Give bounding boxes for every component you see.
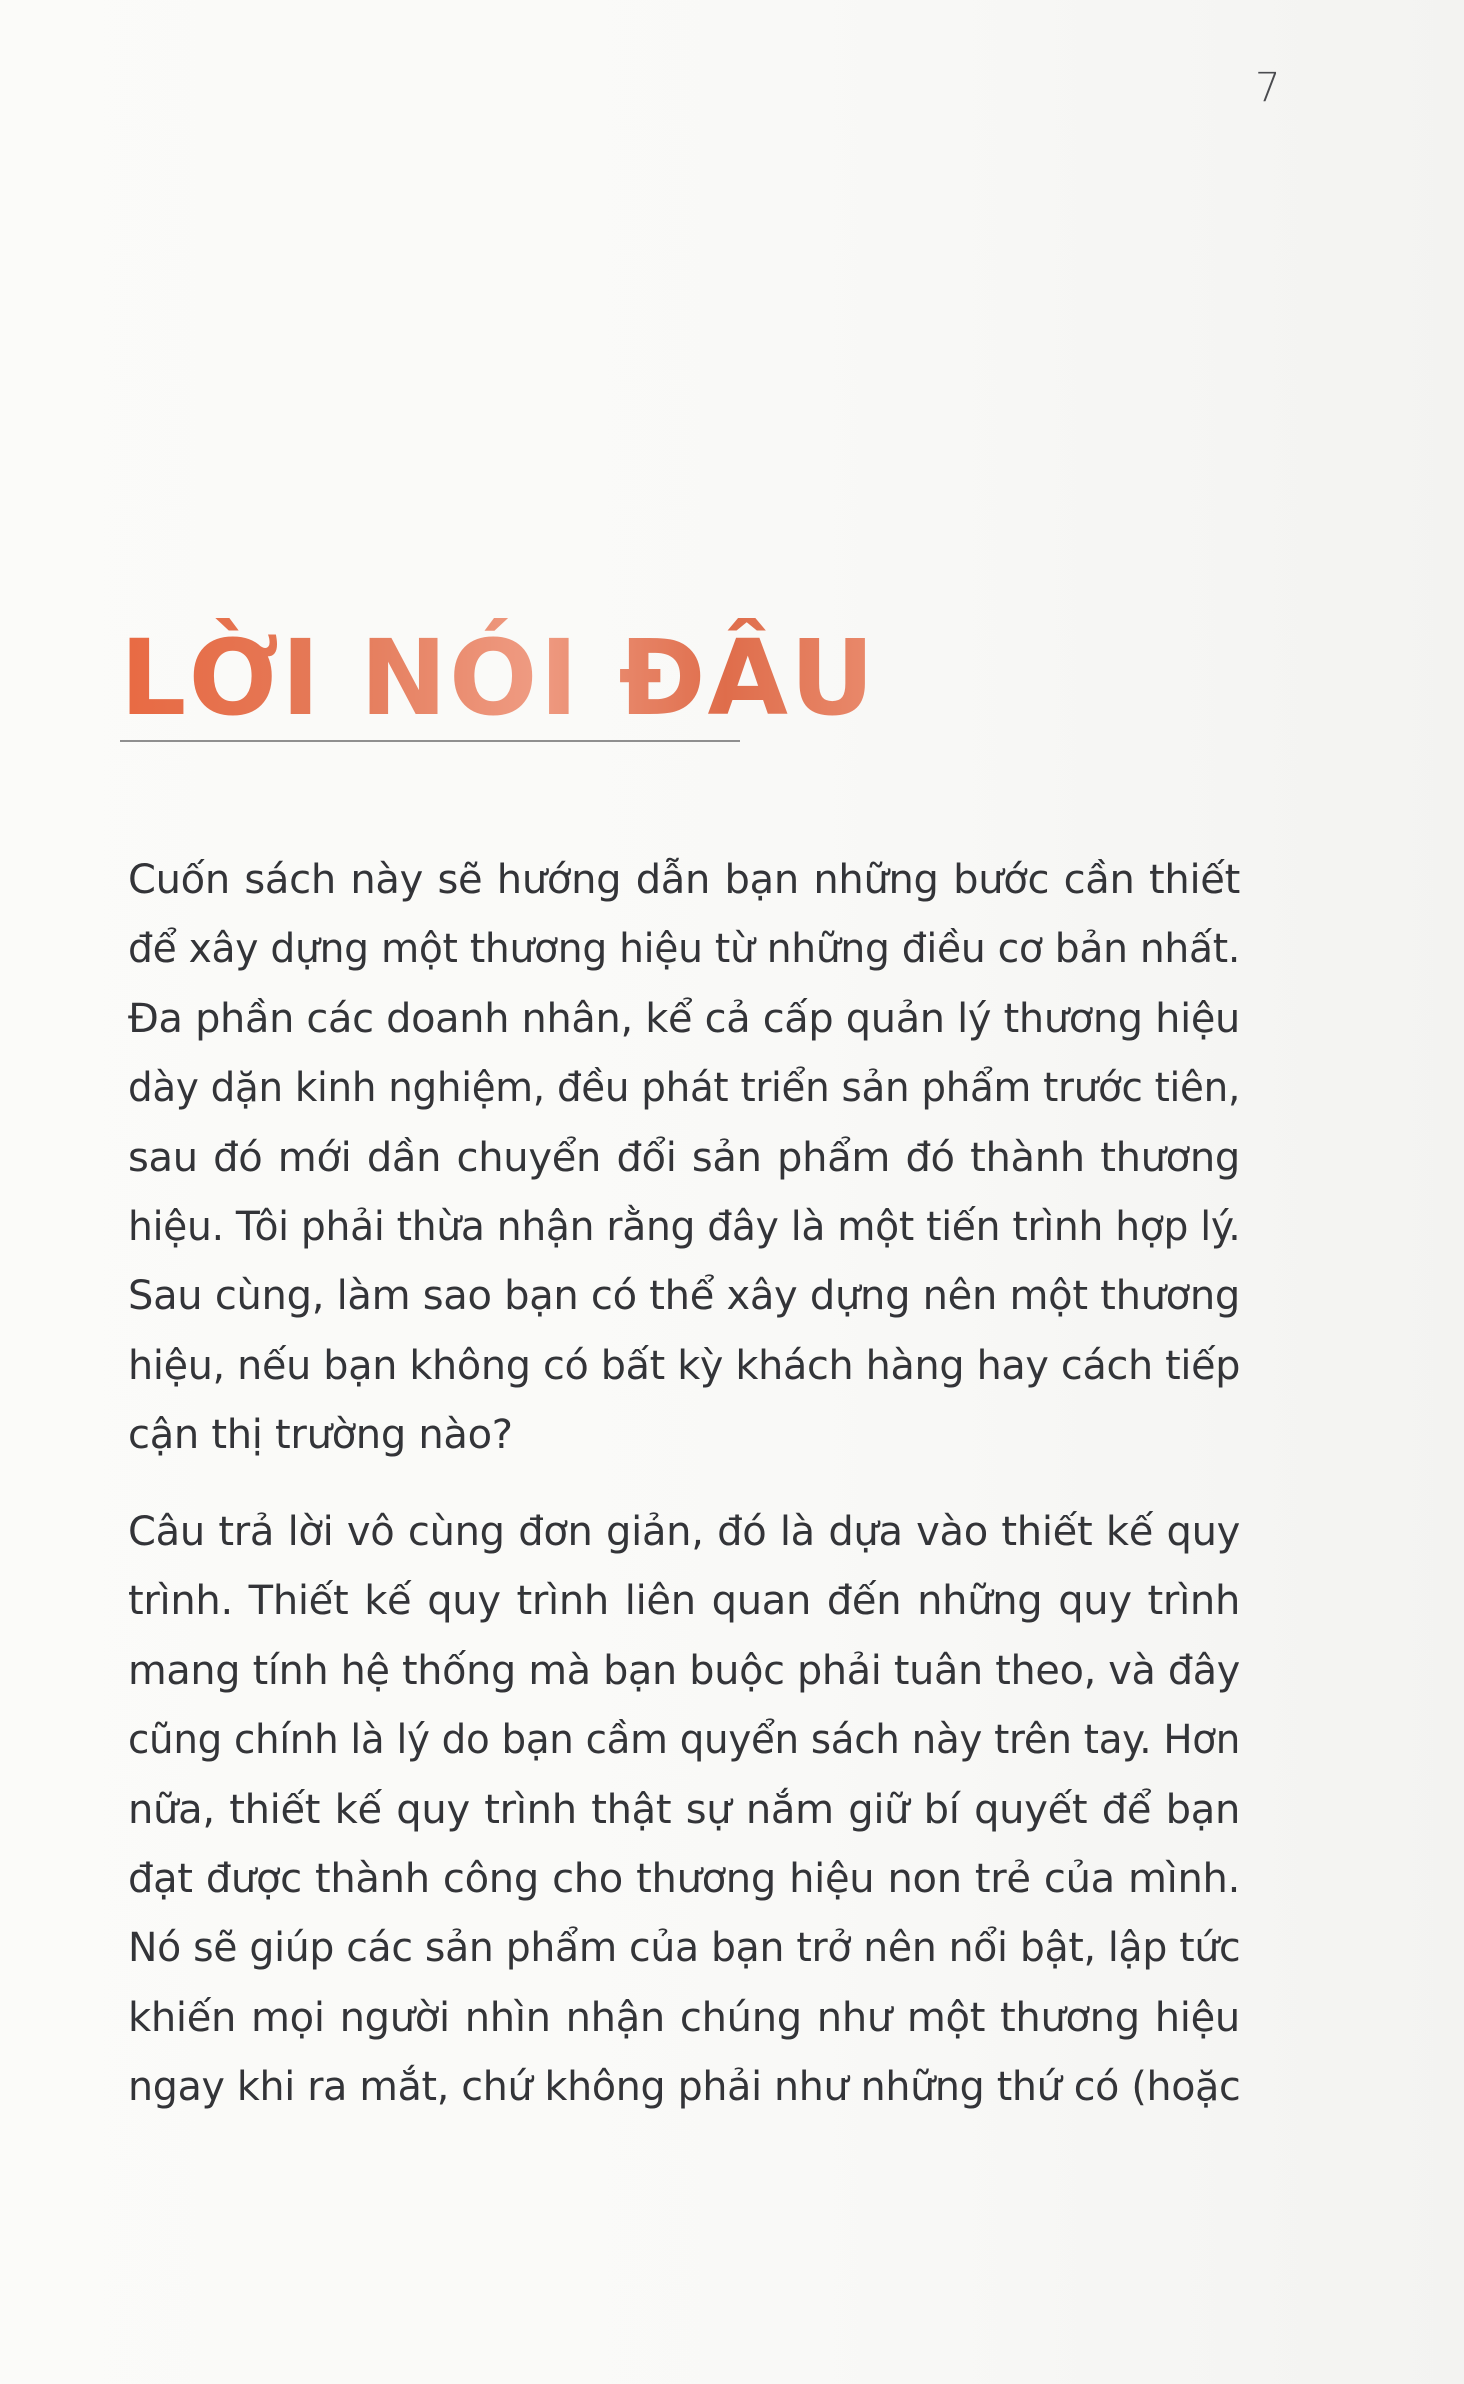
heading-underline (120, 740, 740, 742)
text-line: trình. Thiết kế quy trình liên quan đến những quy trình (128, 1578, 1240, 1625)
text-line: Sau cùng, làm sao bạn có thể xây dựng nên một thương (128, 1273, 1240, 1320)
text-line: hiệu. Tôi phải thừa nhận rằng đây là một tiến trình hợp lý. (128, 1204, 1241, 1251)
text-line: khiến mọi người nhìn nhận chúng như một thương hiệu (128, 1994, 1240, 2041)
text-line: ngay khi ra mắt, chứ không phải như những thứ có (hoặc (128, 2064, 1241, 2111)
text-line: nữa, thiết kế quy trình thật sự nắm giữ bí quyết để bạn (128, 1786, 1240, 1833)
text-line: dày dặn kinh nghiệm, đều phát triển sản phẩm trước tiên, (128, 1065, 1240, 1112)
text-line: đạt được thành công cho thương hiệu non trẻ của mình. (128, 1856, 1240, 1903)
text-line: Đa phần các doanh nhân, kể cả cấp quản lý thương hiệu (128, 995, 1240, 1042)
paragraph-1 (128, 846, 1240, 1471)
page-number: 7 (1255, 65, 1281, 111)
text-line: để xây dựng một thương hiệu từ những điều cơ bản nhất. (128, 926, 1240, 973)
text-line: Nó sẽ giúp các sản phẩm của bạn trở nên nổi bật, lập tức (128, 1925, 1241, 1972)
text-line: cận thị trường nào? (128, 1412, 513, 1459)
chapter-heading: LỜI NÓI ĐẦU (120, 617, 877, 739)
text-line: Cuốn sách này sẽ hướng dẫn bạn những bước cần thiết (128, 857, 1240, 903)
text-line: mang tính hệ thống mà bạn buộc phải tuân theo, và đây (128, 1647, 1240, 1694)
paragraph-2 (128, 1498, 1240, 2123)
text-line: sau đó mới dần chuyển đổi sản phẩm đó thành thương (128, 1134, 1240, 1181)
text-line: hiệu, nếu bạn không có bất kỳ khách hàng hay cách tiếp (128, 1342, 1241, 1389)
text-line: cũng chính là lý do bạn cầm quyển sách này trên tay. Hơn (128, 1717, 1240, 1764)
text-line: Câu trả lời vô cùng đơn giản, đó là dựa vào thiết kế quy (128, 1509, 1240, 1555)
